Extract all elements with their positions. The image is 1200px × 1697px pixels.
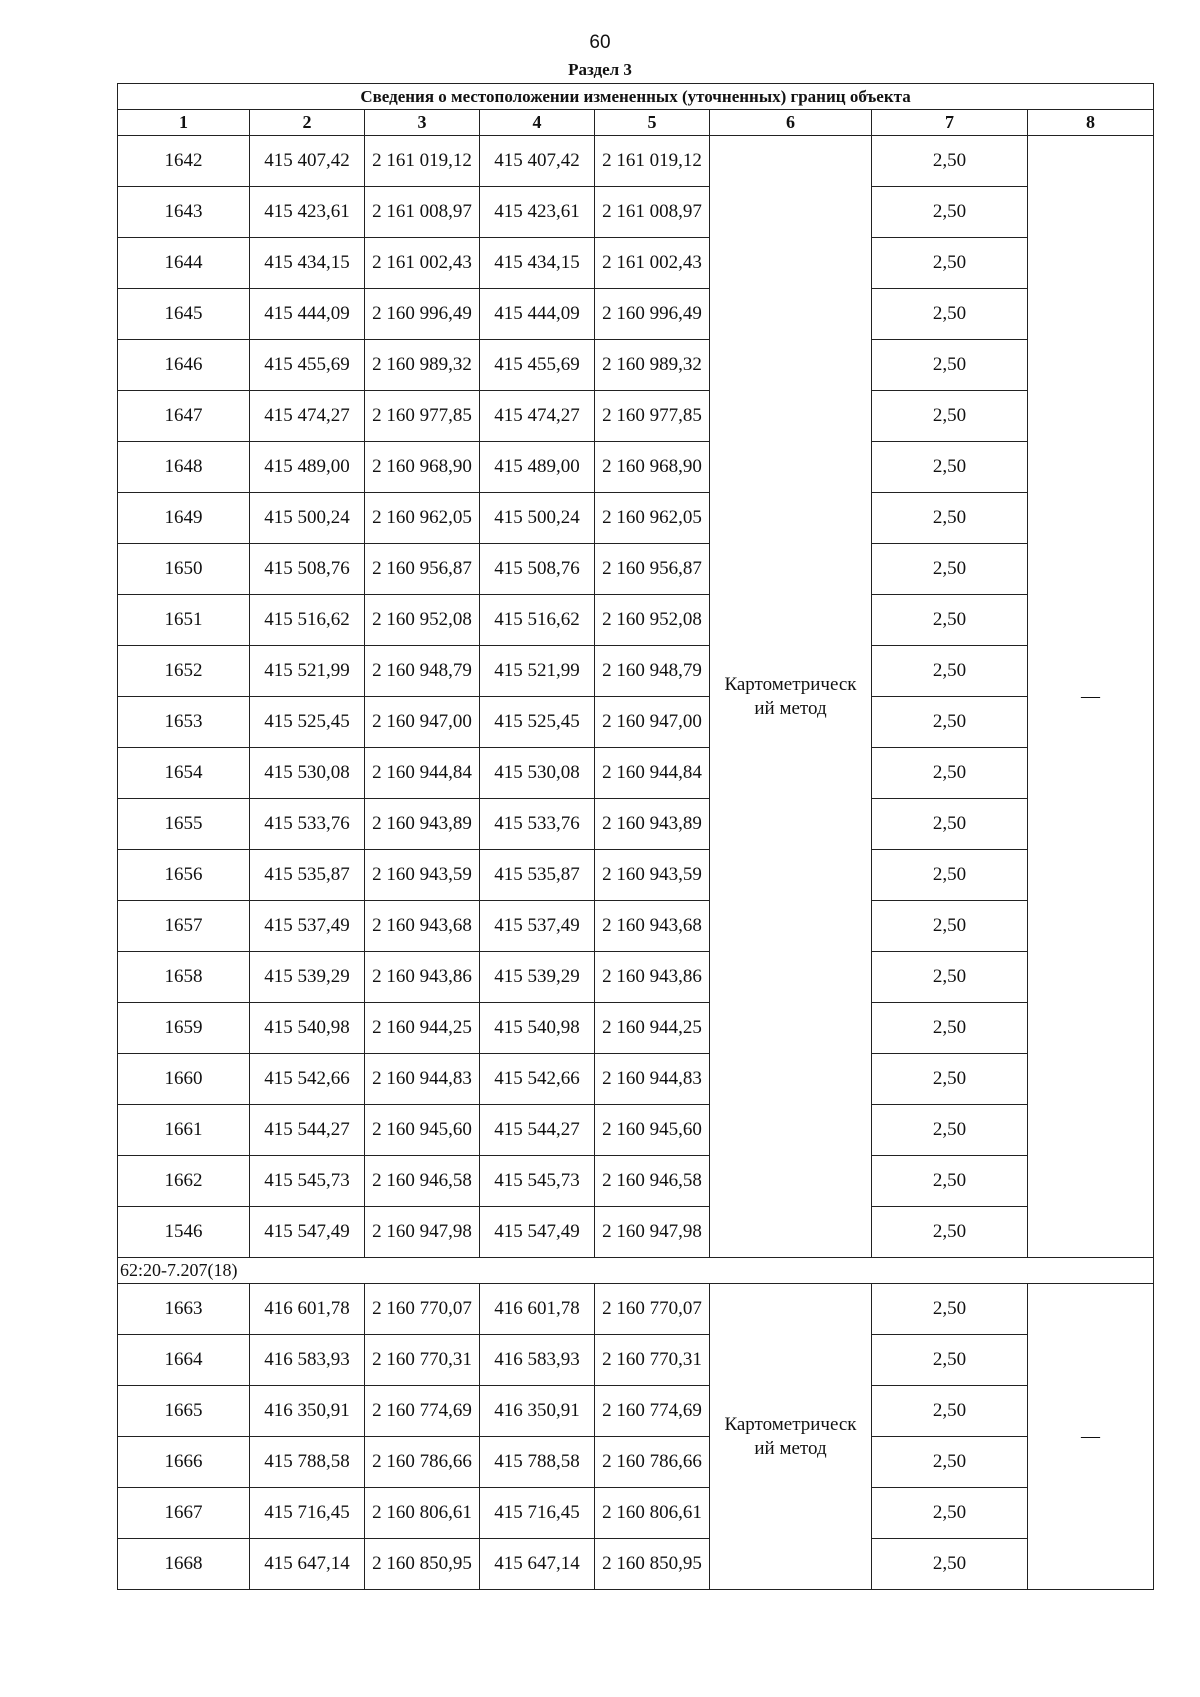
accuracy-cell: 2,50 bbox=[872, 1386, 1028, 1437]
x-old-cell: 415 544,27 bbox=[250, 1105, 365, 1156]
y-new-cell: 2 160 977,85 bbox=[595, 391, 710, 442]
x-new-cell: 415 530,08 bbox=[480, 748, 595, 799]
y-old-cell: 2 160 947,98 bbox=[365, 1207, 480, 1258]
x-new-cell: 415 716,45 bbox=[480, 1488, 595, 1539]
x-old-cell: 415 489,00 bbox=[250, 442, 365, 493]
x-new-cell: 415 500,24 bbox=[480, 493, 595, 544]
accuracy-cell: 2,50 bbox=[872, 1207, 1028, 1258]
column-header: 8 bbox=[1028, 110, 1154, 136]
accuracy-cell: 2,50 bbox=[872, 187, 1028, 238]
y-new-cell: 2 160 962,05 bbox=[595, 493, 710, 544]
x-old-cell: 415 547,49 bbox=[250, 1207, 365, 1258]
table-row bbox=[118, 697, 1154, 748]
method-cell bbox=[710, 136, 872, 1258]
table-row bbox=[118, 1054, 1154, 1105]
y-new-cell: 2 160 968,90 bbox=[595, 442, 710, 493]
y-new-cell: 2 161 019,12 bbox=[595, 136, 710, 187]
y-old-cell: 2 161 002,43 bbox=[365, 238, 480, 289]
y-new-cell: 2 160 945,60 bbox=[595, 1105, 710, 1156]
point-number-cell: 1667 bbox=[118, 1488, 250, 1539]
point-number-cell: 1655 bbox=[118, 799, 250, 850]
y-new-cell: 2 160 948,79 bbox=[595, 646, 710, 697]
accuracy-cell: 2,50 bbox=[872, 646, 1028, 697]
accuracy-cell: 2,50 bbox=[872, 544, 1028, 595]
x-new-cell: 415 516,62 bbox=[480, 595, 595, 646]
y-new-cell: 2 160 946,58 bbox=[595, 1156, 710, 1207]
y-old-cell: 2 160 944,25 bbox=[365, 1003, 480, 1054]
x-old-cell: 415 407,42 bbox=[250, 136, 365, 187]
x-new-cell: 415 533,76 bbox=[480, 799, 595, 850]
group-label: 62:20-7.207(18) bbox=[118, 1258, 1154, 1284]
accuracy-cell: 2,50 bbox=[872, 901, 1028, 952]
y-old-cell: 2 160 944,84 bbox=[365, 748, 480, 799]
accuracy-cell: 2,50 bbox=[872, 1054, 1028, 1105]
x-old-cell: 415 434,15 bbox=[250, 238, 365, 289]
y-new-cell: 2 161 008,97 bbox=[595, 187, 710, 238]
group-label-row bbox=[118, 1258, 1154, 1284]
accuracy-cell: 2,50 bbox=[872, 595, 1028, 646]
point-number-cell: 1664 bbox=[118, 1335, 250, 1386]
y-new-cell: 2 160 770,31 bbox=[595, 1335, 710, 1386]
accuracy-cell: 2,50 bbox=[872, 1003, 1028, 1054]
y-old-cell: 2 160 947,00 bbox=[365, 697, 480, 748]
x-new-cell: 415 489,00 bbox=[480, 442, 595, 493]
y-new-cell: 2 160 806,61 bbox=[595, 1488, 710, 1539]
column-8-cell: — bbox=[1028, 1284, 1154, 1590]
x-old-cell: 415 521,99 bbox=[250, 646, 365, 697]
point-number-cell: 1650 bbox=[118, 544, 250, 595]
x-new-cell: 415 535,87 bbox=[480, 850, 595, 901]
y-old-cell: 2 160 774,69 bbox=[365, 1386, 480, 1437]
table-row bbox=[118, 1539, 1154, 1590]
x-new-cell: 415 525,45 bbox=[480, 697, 595, 748]
table-row bbox=[118, 391, 1154, 442]
table-row bbox=[118, 1335, 1154, 1386]
point-number-cell: 1658 bbox=[118, 952, 250, 1003]
table-row bbox=[118, 1105, 1154, 1156]
section-title: Раздел 3 bbox=[568, 60, 632, 79]
x-new-cell: 415 434,15 bbox=[480, 238, 595, 289]
x-old-cell: 415 444,09 bbox=[250, 289, 365, 340]
y-old-cell: 2 160 770,07 bbox=[365, 1284, 480, 1335]
table-body bbox=[118, 84, 1154, 1590]
accuracy-cell: 2,50 bbox=[872, 697, 1028, 748]
x-new-cell: 415 423,61 bbox=[480, 187, 595, 238]
y-old-cell: 2 160 956,87 bbox=[365, 544, 480, 595]
table-row bbox=[118, 1284, 1154, 1335]
y-old-cell: 2 160 850,95 bbox=[365, 1539, 480, 1590]
column-number-row bbox=[118, 110, 1154, 136]
column-header: 1 bbox=[118, 110, 250, 136]
column-header: 7 bbox=[872, 110, 1028, 136]
y-old-cell: 2 160 946,58 bbox=[365, 1156, 480, 1207]
table-row bbox=[118, 1386, 1154, 1437]
y-new-cell: 2 160 943,86 bbox=[595, 952, 710, 1003]
page-number: 60 bbox=[589, 32, 611, 53]
point-number-cell: 1643 bbox=[118, 187, 250, 238]
point-number-cell: 1665 bbox=[118, 1386, 250, 1437]
x-old-cell: 415 788,58 bbox=[250, 1437, 365, 1488]
point-number-cell: 1660 bbox=[118, 1054, 250, 1105]
y-old-cell: 2 160 943,59 bbox=[365, 850, 480, 901]
x-old-cell: 415 542,66 bbox=[250, 1054, 365, 1105]
point-number-cell: 1654 bbox=[118, 748, 250, 799]
accuracy-cell: 2,50 bbox=[872, 952, 1028, 1003]
point-number-cell: 1661 bbox=[118, 1105, 250, 1156]
x-new-cell: 415 542,66 bbox=[480, 1054, 595, 1105]
table-caption: Сведения о местоположении измененных (уточненных) границ объекта bbox=[118, 84, 1154, 110]
table-row bbox=[118, 1156, 1154, 1207]
y-old-cell: 2 160 770,31 bbox=[365, 1335, 480, 1386]
accuracy-cell: 2,50 bbox=[872, 1105, 1028, 1156]
point-number-cell: 1666 bbox=[118, 1437, 250, 1488]
table-row bbox=[118, 901, 1154, 952]
y-new-cell: 2 160 850,95 bbox=[595, 1539, 710, 1590]
table-row bbox=[118, 442, 1154, 493]
y-old-cell: 2 160 944,83 bbox=[365, 1054, 480, 1105]
column-header: 3 bbox=[365, 110, 480, 136]
accuracy-cell: 2,50 bbox=[872, 442, 1028, 493]
table-row bbox=[118, 493, 1154, 544]
y-old-cell: 2 160 996,49 bbox=[365, 289, 480, 340]
table-row bbox=[118, 952, 1154, 1003]
x-new-cell: 415 540,98 bbox=[480, 1003, 595, 1054]
table-row bbox=[118, 187, 1154, 238]
accuracy-cell: 2,50 bbox=[872, 1156, 1028, 1207]
x-old-cell: 415 716,45 bbox=[250, 1488, 365, 1539]
accuracy-cell: 2,50 bbox=[872, 1539, 1028, 1590]
y-new-cell: 2 160 770,07 bbox=[595, 1284, 710, 1335]
accuracy-cell: 2,50 bbox=[872, 289, 1028, 340]
x-new-cell: 416 601,78 bbox=[480, 1284, 595, 1335]
table-row bbox=[118, 340, 1154, 391]
point-number-cell: 1642 bbox=[118, 136, 250, 187]
x-new-cell: 415 788,58 bbox=[480, 1437, 595, 1488]
x-old-cell: 415 545,73 bbox=[250, 1156, 365, 1207]
column-header: 5 bbox=[595, 110, 710, 136]
x-old-cell: 416 583,93 bbox=[250, 1335, 365, 1386]
point-number-cell: 1546 bbox=[118, 1207, 250, 1258]
table-row bbox=[118, 1488, 1154, 1539]
x-old-cell: 415 537,49 bbox=[250, 901, 365, 952]
y-new-cell: 2 160 786,66 bbox=[595, 1437, 710, 1488]
y-new-cell: 2 161 002,43 bbox=[595, 238, 710, 289]
y-old-cell: 2 161 019,12 bbox=[365, 136, 480, 187]
x-new-cell: 416 583,93 bbox=[480, 1335, 595, 1386]
y-new-cell: 2 160 944,25 bbox=[595, 1003, 710, 1054]
table-row bbox=[118, 544, 1154, 595]
y-old-cell: 2 161 008,97 bbox=[365, 187, 480, 238]
x-old-cell: 415 647,14 bbox=[250, 1539, 365, 1590]
table-row bbox=[118, 289, 1154, 340]
point-number-cell: 1652 bbox=[118, 646, 250, 697]
table-row bbox=[118, 595, 1154, 646]
table-row bbox=[118, 799, 1154, 850]
x-new-cell: 415 407,42 bbox=[480, 136, 595, 187]
method-cell bbox=[710, 1284, 872, 1590]
y-new-cell: 2 160 952,08 bbox=[595, 595, 710, 646]
coordinates-table bbox=[117, 83, 1154, 1590]
y-old-cell: 2 160 943,89 bbox=[365, 799, 480, 850]
y-old-cell: 2 160 943,86 bbox=[365, 952, 480, 1003]
y-new-cell: 2 160 943,68 bbox=[595, 901, 710, 952]
x-new-cell: 415 537,49 bbox=[480, 901, 595, 952]
y-old-cell: 2 160 962,05 bbox=[365, 493, 480, 544]
point-number-cell: 1668 bbox=[118, 1539, 250, 1590]
x-new-cell: 415 647,14 bbox=[480, 1539, 595, 1590]
table-row bbox=[118, 238, 1154, 289]
method-text: Картометрический метод bbox=[724, 1413, 857, 1459]
x-new-cell: 415 539,29 bbox=[480, 952, 595, 1003]
point-number-cell: 1662 bbox=[118, 1156, 250, 1207]
x-new-cell: 415 544,27 bbox=[480, 1105, 595, 1156]
x-new-cell: 415 508,76 bbox=[480, 544, 595, 595]
x-old-cell: 416 601,78 bbox=[250, 1284, 365, 1335]
x-old-cell: 416 350,91 bbox=[250, 1386, 365, 1437]
accuracy-cell: 2,50 bbox=[872, 748, 1028, 799]
y-old-cell: 2 160 786,66 bbox=[365, 1437, 480, 1488]
x-old-cell: 415 500,24 bbox=[250, 493, 365, 544]
x-new-cell: 415 474,27 bbox=[480, 391, 595, 442]
column-header: 4 bbox=[480, 110, 595, 136]
y-old-cell: 2 160 977,85 bbox=[365, 391, 480, 442]
x-old-cell: 415 423,61 bbox=[250, 187, 365, 238]
y-new-cell: 2 160 774,69 bbox=[595, 1386, 710, 1437]
y-old-cell: 2 160 968,90 bbox=[365, 442, 480, 493]
x-old-cell: 415 540,98 bbox=[250, 1003, 365, 1054]
point-number-cell: 1663 bbox=[118, 1284, 250, 1335]
point-number-cell: 1649 bbox=[118, 493, 250, 544]
y-new-cell: 2 160 944,84 bbox=[595, 748, 710, 799]
accuracy-cell: 2,50 bbox=[872, 391, 1028, 442]
table-row bbox=[118, 136, 1154, 187]
point-number-cell: 1657 bbox=[118, 901, 250, 952]
point-number-cell: 1653 bbox=[118, 697, 250, 748]
table-row bbox=[118, 748, 1154, 799]
y-new-cell: 2 160 943,59 bbox=[595, 850, 710, 901]
accuracy-cell: 2,50 bbox=[872, 1284, 1028, 1335]
y-old-cell: 2 160 989,32 bbox=[365, 340, 480, 391]
point-number-cell: 1646 bbox=[118, 340, 250, 391]
y-new-cell: 2 160 943,89 bbox=[595, 799, 710, 850]
point-number-cell: 1648 bbox=[118, 442, 250, 493]
y-new-cell: 2 160 996,49 bbox=[595, 289, 710, 340]
accuracy-cell: 2,50 bbox=[872, 340, 1028, 391]
accuracy-cell: 2,50 bbox=[872, 136, 1028, 187]
y-new-cell: 2 160 947,00 bbox=[595, 697, 710, 748]
column-8-cell: — bbox=[1028, 136, 1154, 1258]
y-new-cell: 2 160 944,83 bbox=[595, 1054, 710, 1105]
y-new-cell: 2 160 989,32 bbox=[595, 340, 710, 391]
accuracy-cell: 2,50 bbox=[872, 850, 1028, 901]
y-old-cell: 2 160 943,68 bbox=[365, 901, 480, 952]
x-new-cell: 415 444,09 bbox=[480, 289, 595, 340]
point-number-cell: 1651 bbox=[118, 595, 250, 646]
x-new-cell: 415 545,73 bbox=[480, 1156, 595, 1207]
y-old-cell: 2 160 945,60 bbox=[365, 1105, 480, 1156]
accuracy-cell: 2,50 bbox=[872, 493, 1028, 544]
x-old-cell: 415 535,87 bbox=[250, 850, 365, 901]
x-old-cell: 415 508,76 bbox=[250, 544, 365, 595]
point-number-cell: 1656 bbox=[118, 850, 250, 901]
x-new-cell: 415 521,99 bbox=[480, 646, 595, 697]
table-row bbox=[118, 850, 1154, 901]
point-number-cell: 1645 bbox=[118, 289, 250, 340]
table-row bbox=[118, 1003, 1154, 1054]
point-number-cell: 1644 bbox=[118, 238, 250, 289]
y-old-cell: 2 160 948,79 bbox=[365, 646, 480, 697]
point-number-cell: 1647 bbox=[118, 391, 250, 442]
y-old-cell: 2 160 952,08 bbox=[365, 595, 480, 646]
x-new-cell: 416 350,91 bbox=[480, 1386, 595, 1437]
accuracy-cell: 2,50 bbox=[872, 1437, 1028, 1488]
x-new-cell: 415 547,49 bbox=[480, 1207, 595, 1258]
accuracy-cell: 2,50 bbox=[872, 1488, 1028, 1539]
table-caption-row bbox=[118, 84, 1154, 110]
x-old-cell: 415 516,62 bbox=[250, 595, 365, 646]
x-old-cell: 415 455,69 bbox=[250, 340, 365, 391]
x-old-cell: 415 539,29 bbox=[250, 952, 365, 1003]
accuracy-cell: 2,50 bbox=[872, 238, 1028, 289]
table-row bbox=[118, 1207, 1154, 1258]
accuracy-cell: 2,50 bbox=[872, 1335, 1028, 1386]
x-old-cell: 415 474,27 bbox=[250, 391, 365, 442]
y-new-cell: 2 160 956,87 bbox=[595, 544, 710, 595]
column-header: 6 bbox=[710, 110, 872, 136]
y-new-cell: 2 160 947,98 bbox=[595, 1207, 710, 1258]
table-row bbox=[118, 1437, 1154, 1488]
x-old-cell: 415 530,08 bbox=[250, 748, 365, 799]
accuracy-cell: 2,50 bbox=[872, 799, 1028, 850]
method-text: Картометрический метод bbox=[724, 673, 857, 719]
x-old-cell: 415 533,76 bbox=[250, 799, 365, 850]
table-row bbox=[118, 646, 1154, 697]
x-new-cell: 415 455,69 bbox=[480, 340, 595, 391]
column-header: 2 bbox=[250, 110, 365, 136]
y-old-cell: 2 160 806,61 bbox=[365, 1488, 480, 1539]
x-old-cell: 415 525,45 bbox=[250, 697, 365, 748]
point-number-cell: 1659 bbox=[118, 1003, 250, 1054]
